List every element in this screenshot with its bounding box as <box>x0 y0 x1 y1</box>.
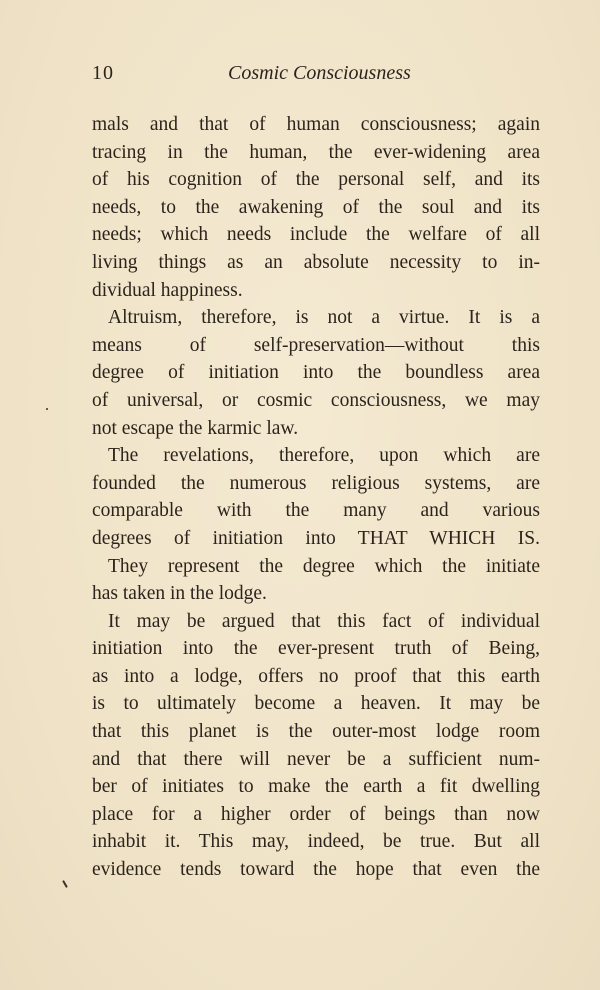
page-number: 10 <box>92 62 114 84</box>
text-line: The revelations, therefore, upon which are <box>108 445 540 467</box>
text-line: founded the numerous religious systems, are <box>92 472 540 494</box>
text-line: initiation into the ever-present truth of Being, <box>92 638 540 660</box>
text-line: needs; which needs include the welfare of all <box>92 224 540 246</box>
text-line: is to ultimately become a heaven. It may be <box>92 693 540 715</box>
text-line: dividual happiness. <box>92 279 243 301</box>
page-header <box>92 62 542 88</box>
text-line: inhabit it. This may, indeed, be true. But all <box>92 831 540 853</box>
text-line: that this planet is the outer-most lodge room <box>92 721 540 743</box>
text-line: evidence tends toward the hope that even the <box>92 859 540 881</box>
text-line: degree of initiation into the boundless area <box>92 362 540 384</box>
text-line: needs, to the awakening of the soul and its <box>92 196 540 218</box>
ink-mark <box>62 880 68 888</box>
text-line: It may be argued that this fact of individual <box>108 610 540 632</box>
body-text <box>92 111 540 884</box>
text-line: degrees of initiation into THAT WHICH IS. <box>92 527 540 549</box>
text-line: of universal, or cosmic consciousness, we may <box>92 389 540 411</box>
text-line: comparable with the many and various <box>92 500 540 522</box>
text-line: as into a lodge, offers no proof that this earth <box>92 665 540 687</box>
text-line: means of self-preservation—without this <box>92 334 540 356</box>
text-line: and that there will never be a sufficient num- <box>92 748 540 770</box>
text-line: living things as an absolute necessity to in- <box>92 251 540 273</box>
running-title: Cosmic Consciousness <box>228 62 411 84</box>
ink-speck <box>46 408 48 410</box>
text-line: mals and that of human consciousness; again <box>92 114 540 135</box>
text-line: tracing in the human, the ever-widening area <box>92 141 540 163</box>
text-line: ber of initiates to make the earth a fit dwelling <box>92 776 540 798</box>
text-line: Altruism, therefore, is not a virtue. It is a <box>108 307 540 329</box>
text-line: of his cognition of the personal self, and its <box>92 169 540 191</box>
text-line: They represent the degree which the initiate <box>108 555 540 577</box>
text-line: place for a higher order of beings than now <box>92 803 540 825</box>
text-line: not escape the karmic law. <box>92 417 299 439</box>
text-line: has taken in the lodge. <box>92 583 267 605</box>
